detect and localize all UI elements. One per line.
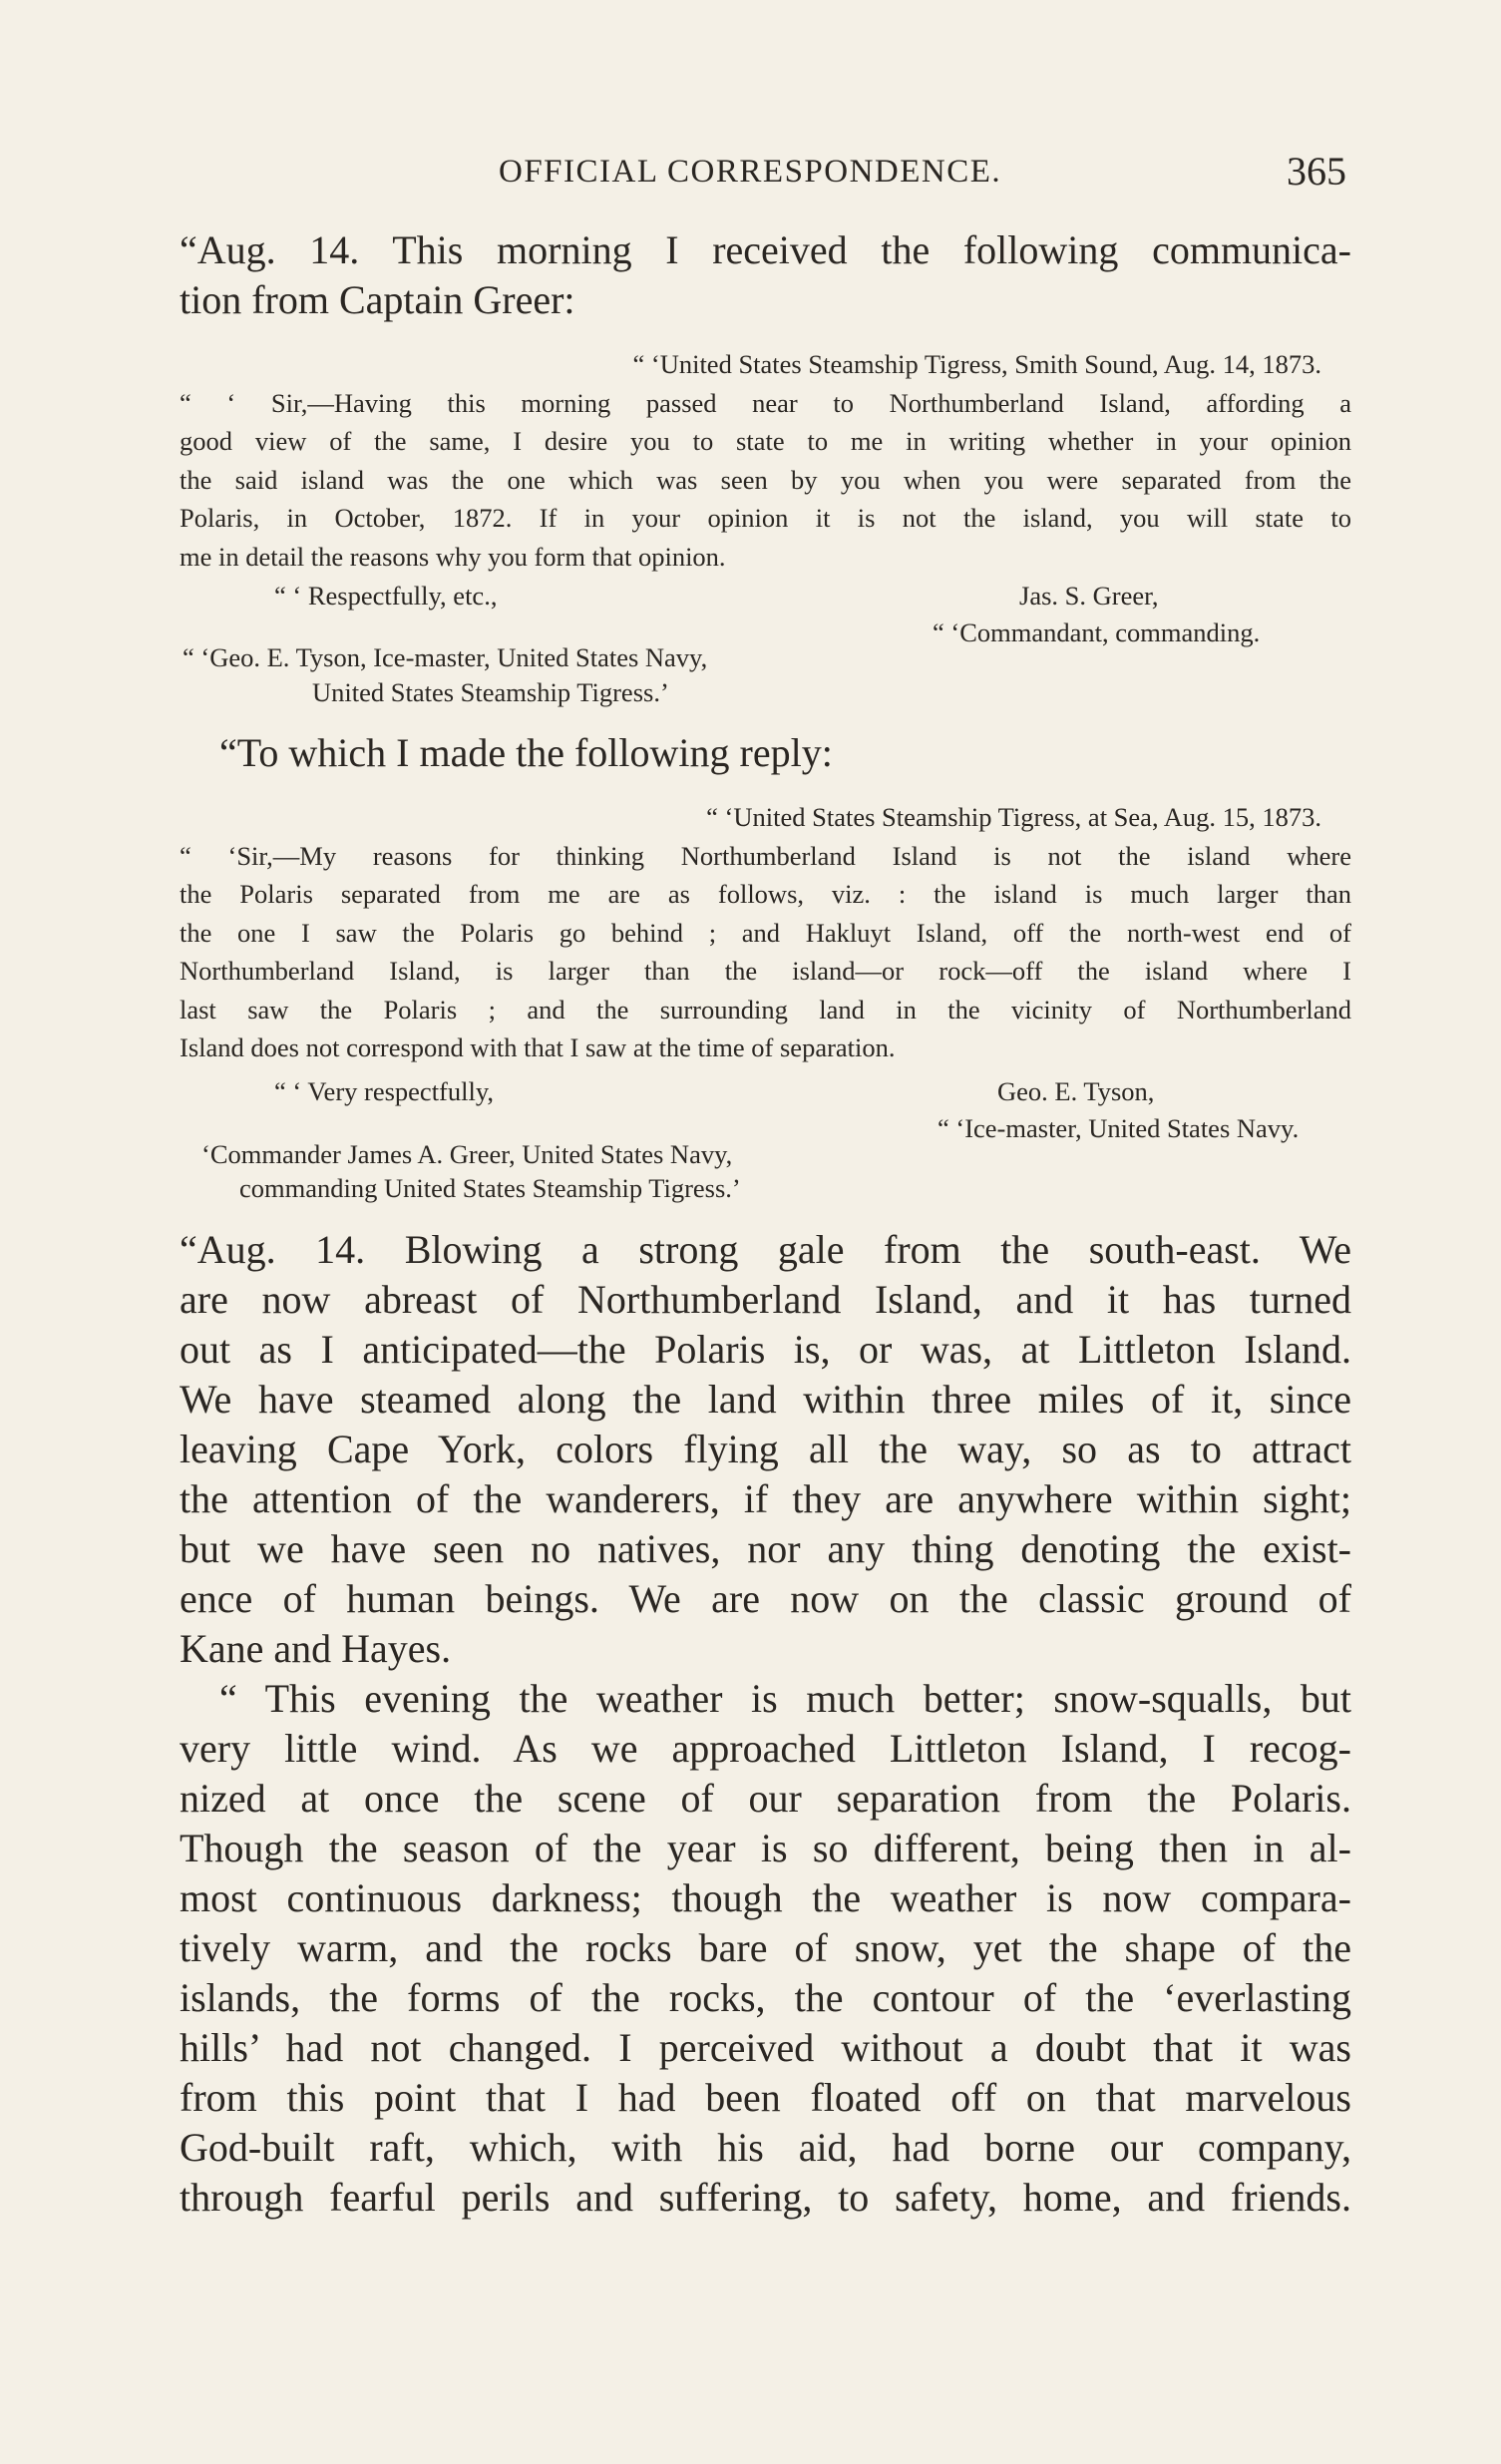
letter-line: Northumberland Island, is larger than the island—or rock—off the island where I	[180, 956, 1351, 986]
paragraph-line: ence of human beings. We are now on the classic ground of	[180, 1576, 1351, 1621]
letter-line: last saw the Polaris ; and the surrounding land in the vicinity of Northumberland	[180, 994, 1351, 1025]
page-number: 365	[1287, 149, 1346, 194]
letter-line: me in detail the reasons why you form that opinion.	[180, 541, 726, 572]
paragraph-line: “To which I made the following reply:	[219, 730, 833, 775]
paragraph-line: nized at once the scene of our separation from the Polaris.	[180, 1776, 1351, 1821]
signature-name: Geo. E. Tyson,	[997, 1076, 1155, 1106]
letter-line: “ ‘Sir,—My reasons for thinking Northumberland Island is not the island where	[180, 840, 1351, 871]
letter-from-tyson	[180, 798, 1351, 1067]
running-header	[180, 148, 1346, 198]
letter-line: Island does not correspond with that I saw at the time of separation.	[180, 1032, 896, 1062]
paragraph-line: are now abreast of Northumberland Island, and it has turned	[180, 1277, 1351, 1322]
letter-from-greer	[180, 345, 1351, 576]
letter-line: the one I saw the Polaris go behind ; and Hakluyt Island, off the north-west end of	[180, 917, 1351, 948]
paragraph-line: “ This evening the weather is much better; snow-squalls, but	[219, 1676, 1351, 1721]
paragraph-line: tively warm, and the rocks bare of snow, yet the shape of the	[180, 1925, 1351, 1970]
letter-dateline: “ ‘United States Steamship Tigress, at Sea, Aug. 15, 1873.	[706, 802, 1321, 832]
paragraph-line: tion from Captain Greer:	[180, 277, 575, 322]
paragraph-line: “Aug. 14. Blowing a strong gale from the south-east. We	[180, 1227, 1351, 1272]
letter-closing: “ ‘ Respectfully, etc.,	[274, 581, 498, 611]
letter-line: Polaris, in October, 1872. If in your opinion it is not the island, you will state to	[180, 503, 1351, 533]
letter-addressee: commanding United States Steamship Tigress.’	[239, 1173, 741, 1203]
paragraph-line: islands, the forms of the rocks, the contour of the ‘everlasting	[180, 1975, 1351, 2020]
paragraph-line: from this point that I had been floated off on that marvelous	[180, 2075, 1351, 2120]
paragraph-line: We have steamed along the land within three miles of it, since	[180, 1377, 1351, 1422]
paragraph-line: most continuous darkness; though the weather is now compara-	[180, 1875, 1351, 1920]
paragraph-line: Though the season of the year is so different, being then in al-	[180, 1826, 1351, 1870]
reply-intro	[180, 728, 1351, 778]
paragraph-line: “Aug. 14. This morning I received the following communica-	[180, 227, 1351, 272]
letter-line: the said island was the one which was seen by you when you were separated from the	[180, 464, 1351, 495]
letter-closing: “ ‘ Very respectfully,	[274, 1076, 495, 1106]
paragraph-line: hills’ had not changed. I perceived without a doubt that it was	[180, 2025, 1351, 2070]
letter-addressee: ‘Commander James A. Greer, United States Navy,	[201, 1139, 733, 1169]
paragraph-line: God-built raft, which, with his aid, had borne our company,	[180, 2125, 1351, 2170]
paragraph-line: very little wind. As we approached Littleton Island, I recog-	[180, 1726, 1351, 1771]
paragraph-line: Kane and Hayes.	[180, 1626, 452, 1671]
letter-line: good view of the same, I desire you to state to me in writing whether in your opinion	[180, 426, 1351, 456]
signature-name: Jas. S. Greer,	[1019, 581, 1159, 611]
letter-addressee: “ ‘Geo. E. Tyson, Ice-master, United States Navy,	[183, 642, 708, 672]
letter-addressee: United States Steamship Tigress.’	[312, 677, 669, 707]
paragraph-line: out as I anticipated—the Polaris is, or was, at Littleton Island.	[180, 1327, 1351, 1372]
paragraph-line: through fearful perils and suffering, to safety, home, and friends.	[180, 2175, 1351, 2220]
signature-title: “ ‘Ice-master, United States Navy.	[938, 1113, 1300, 1143]
letter-dateline: “ ‘United States Steamship Tigress, Smith Sound, Aug. 14, 1873.	[632, 349, 1321, 379]
header-title: OFFICIAL CORRESPONDENCE.	[499, 154, 1002, 190]
letter-line: “ ‘ Sir,—Having this morning passed near to Northumberland Island, affording a	[180, 387, 1351, 418]
paragraph-line: leaving Cape York, colors flying all the way, so as to attract	[180, 1427, 1351, 1471]
letter-line: the Polaris separated from me are as follows, viz. : the island is much larger than	[180, 879, 1351, 909]
paragraph-line: the attention of the wanderers, if they are anywhere within sight;	[180, 1476, 1351, 1521]
paragraph-line: but we have seen no natives, nor any thing denoting the exist-	[180, 1526, 1351, 1571]
diary-entry-aug-14-morning	[180, 225, 1351, 325]
diary-entry-aug-14-gale	[180, 1225, 1351, 1674]
signature-title: “ ‘Commandant, commanding.	[933, 617, 1261, 647]
diary-entry-evening	[180, 1674, 1351, 2223]
